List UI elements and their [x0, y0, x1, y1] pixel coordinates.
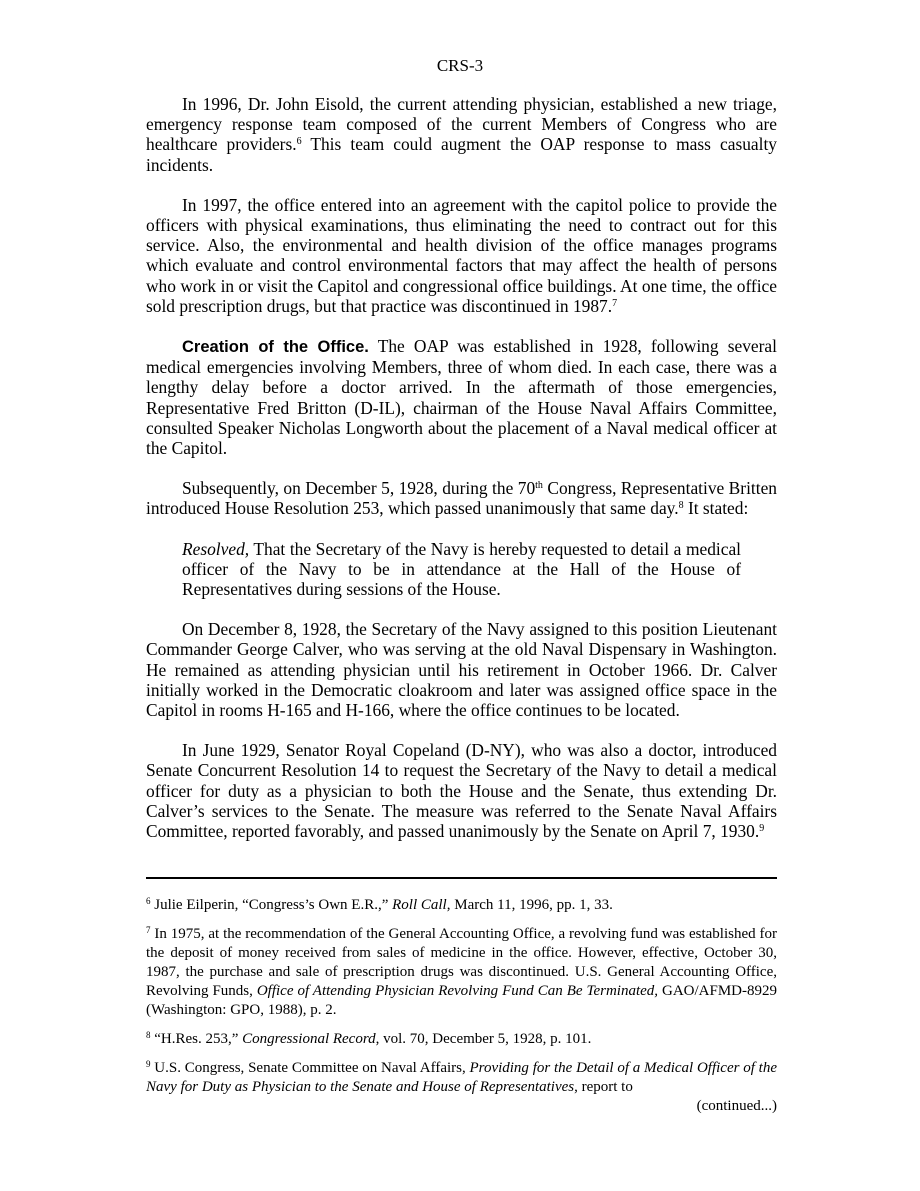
footnote-italic-title: Office of Attending Physician Revolving Fund Can Be Terminated,	[256, 983, 659, 999]
quote-italic-lead: Resolved,	[182, 538, 250, 559]
footnote-number: 6	[146, 896, 151, 906]
footnote-text: , report to	[574, 1079, 633, 1095]
footnote-ref-9[interactable]: 9	[759, 823, 765, 835]
block-quote-resolution	[182, 539, 741, 600]
paragraph-house-resolution-253	[146, 478, 777, 518]
footnote-separator-rule	[146, 877, 777, 879]
footnote-text: , March 11, 1996, pp. 1, 33.	[446, 897, 613, 913]
footnote-ref-7[interactable]: 7	[612, 297, 618, 309]
paragraph-creation-of-office	[146, 336, 777, 458]
footnote-ref-6[interactable]: 6	[296, 136, 302, 148]
paragraph-text: In 1996, Dr. John Eisold, the current attending physician, established a new triage, emergency response team composed of the current Members of Congress who are healthcare providers.	[146, 94, 777, 155]
paragraph-text: Congress, Representative Britten introduced House Resolution 253, which passed unanimously that same day.	[146, 478, 777, 519]
footnote-text: U.S. Congress, Senate Committee on Naval Affairs,	[150, 1060, 470, 1076]
page-header: CRS-3	[436, 56, 484, 75]
body-text	[146, 94, 777, 861]
footnote-italic-title: Roll Call	[392, 897, 447, 913]
footnote-text: In 1975, at the recommendation of the General Accounting Office, a revolving fund was established for the deposit of money received from sales of medicine in the office. However, effective, October 30, 1987, the purchase and sale of prescription drugs was discontinued. U.S. General Accounting Office, Revolving Funds,	[146, 926, 777, 999]
footnote-9	[146, 1059, 777, 1097]
footnote-italic-title: Providing for the Detail of a Medical Officer of the Navy for Duty as Physician to the Senate and House of Representatives	[146, 1060, 777, 1095]
paragraph-calver-assignment	[146, 619, 777, 720]
continued-label: (continued...)	[696, 1098, 777, 1114]
paragraph-text: This team could augment the OAP response to mass casualty incidents.	[146, 134, 777, 175]
paragraph-1997-capitol-police	[146, 195, 777, 316]
footnote-number: 8	[146, 1030, 151, 1040]
footnote-text: Julie Eilperin, “Congress’s Own E.R.,”	[150, 897, 393, 913]
footnote-6	[146, 896, 777, 915]
paragraph-text: On December 8, 1928, the Secretary of the Navy assigned to this position Lieutenant Commander George Calver, who was serving at the old Naval Dispensary in Washington. He remained as attending physician until his retirement in October 1966. Dr. Calver initially worked in the Democratic cloakroom and later was assigned office space in the Capitol in rooms H-165 and H-166, where the office continues to be located.	[146, 619, 777, 721]
footnote-number: 7	[146, 925, 151, 935]
footnote-text: , vol. 70, December 5, 1928, p. 101.	[375, 1031, 592, 1047]
footnote-text: GAO/AFMD-8929 (Washington: GPO, 1988), p. 2.	[146, 983, 777, 1018]
paragraph-text: In June 1929, Senator Royal Copeland (D-NY), who was also a doctor, introduced Senate Concurrent Resolution 14 to request the Secretary of the Navy to detail a medical officer for duty as a physician to both the House and the Senate, thus extending Dr. Calver’s services to the Senate. The measure was referred to the Senate Naval Affairs Committee, reported favorably, and passed unanimously by the Senate on April 7, 1930.	[146, 740, 777, 842]
paragraph-text: The OAP was established in 1928, following several medical emergencies involving Members, three of whom died. In each case, there was a lengthy delay before a doctor arrived. In the aftermath of those emergencies, Representative Fred Britton (D-IL), chairman of the House Naval Affairs Committee, consulted Speaker Nicholas Longworth about the placement of a Naval medical officer at the Capitol.	[146, 336, 777, 459]
footnote-ref-8[interactable]: 8	[678, 500, 684, 512]
ordinal-suffix: th	[535, 480, 543, 492]
footnotes-section	[146, 896, 777, 1107]
footnote-7	[146, 925, 777, 1020]
footnote-italic-title: Congressional Record	[242, 1031, 376, 1047]
quote-text: That the Secretary of the Navy is hereby requested to detail a medical officer of the Navy to be in attendance at the Hall of the House of Representatives during sessions of the House.	[182, 538, 741, 600]
paragraph-text: It stated:	[683, 498, 749, 519]
paragraph-text: Subsequently, on December 5, 1928, during the 70	[182, 478, 536, 499]
footnote-number: 9	[146, 1059, 151, 1069]
footnote-text: “H.Res. 253,”	[150, 1031, 243, 1047]
paragraph-1996-triage-team	[146, 94, 777, 175]
paragraph-text: In 1997, the office entered into an agreement with the capitol police to provide the officers with physical examinations, thus eliminating the need to contract out for this service. Also, the environmental and health division of the office manages programs which evaluate and control environmental factors that may affect the health of persons who work in or visit the Capitol and congressional office buildings. At one time, the office sold prescription drugs, but that practice was discontinued in 1987.	[146, 194, 777, 316]
footnote-8	[146, 1030, 777, 1049]
section-heading: Creation of the Office.	[182, 338, 369, 357]
paragraph-senate-resolution-14	[146, 740, 777, 841]
